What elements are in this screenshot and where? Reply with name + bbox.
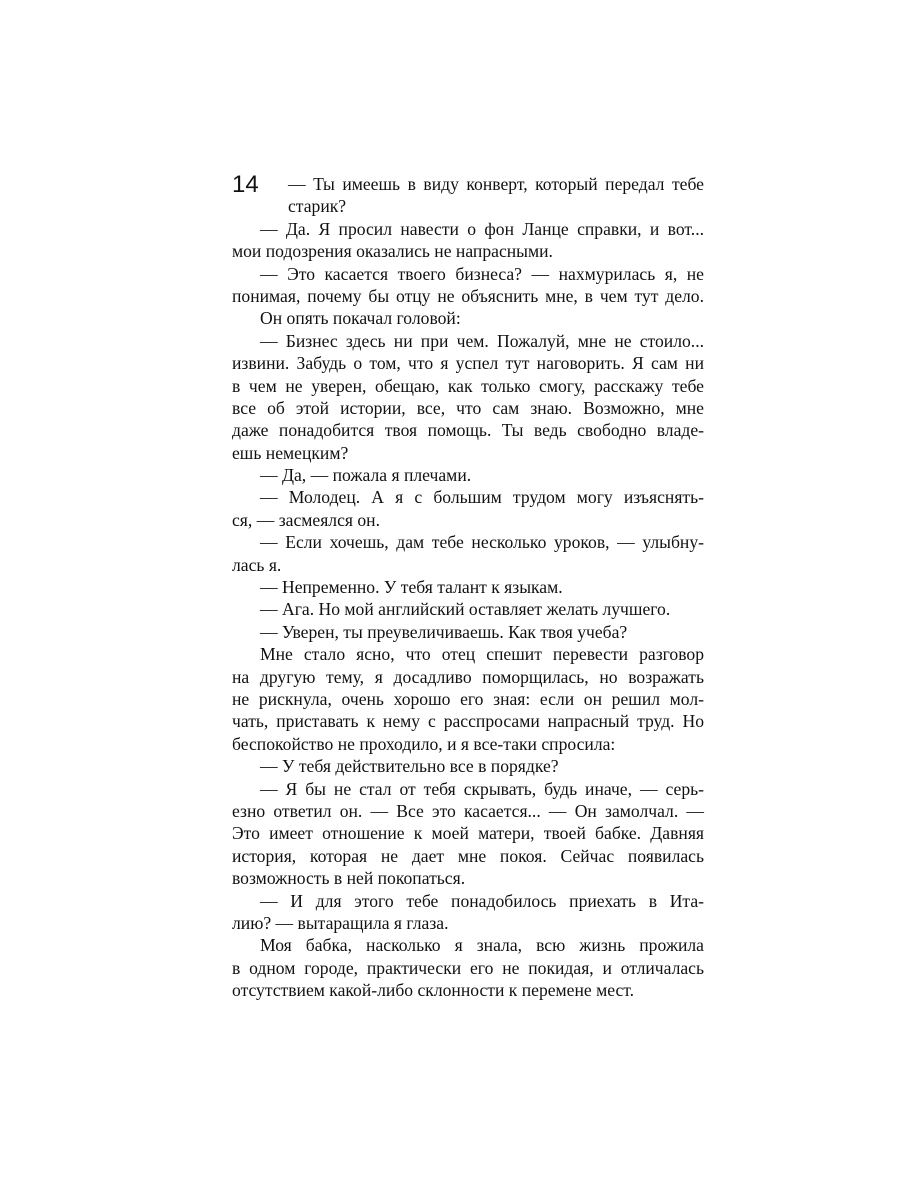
text-line: история, которая не дает мне покоя. Сейчас появилась (232, 845, 704, 866)
text-line: извини. Забудь о том, что я успел тут наговорить. Я сам ни (232, 353, 704, 374)
text-line: беспокойство не проходило, и я все-таки спросила: (232, 733, 616, 754)
text-line: — Я бы не стал от тебя скрывать, будь иначе, — серь- (260, 778, 704, 799)
text-line: отсутствием какой-либо склонности к перемене мест. (232, 980, 635, 1001)
text-line: лась я. (232, 554, 282, 575)
text-line: возможность в ней покопаться. (232, 868, 466, 889)
text-line: даже понадобится твоя помощь. Ты ведь свободно владе- (232, 420, 704, 441)
text-line: — Ты имеешь в виду конверт, который передал тебе (288, 174, 704, 194)
body-text (232, 173, 704, 1001)
text-line: — У тебя действительно все в порядке? (260, 756, 559, 777)
text-line: — Ага. Но мой английский оставляет желать лучшего. (260, 599, 671, 620)
text-line: Это имеет отношение к моей матери, твоей бабке. Давняя (232, 823, 704, 844)
text-line: — И для этого тебе понадобилось приехать в Ита- (260, 890, 704, 911)
text-line: — Да, — пожала я плечами. (260, 465, 472, 486)
text-line: не рискнула, очень хорошо его зная: если он решил мол- (232, 688, 704, 709)
text-line: лию? — вытаращила я глаза. (232, 912, 449, 933)
text-line: чать, приставать к нему с расспросами напрасный труд. Но (232, 711, 704, 732)
text-line: — Да. Я просил навести о фон Ланце справки, и вот... (260, 218, 704, 239)
text-line: на другую тему, я досадливо поморщилась, но возражать (232, 666, 704, 687)
text-line: Моя бабка, насколько я знала, всю жизнь прожила (260, 935, 704, 956)
text-line: — Если хочешь, дам тебе несколько уроков, — улыбну- (260, 532, 704, 553)
text-line: мои подозрения оказались не напрасными. (232, 241, 553, 262)
text-line: в одном городе, практически его не покидая, и отличалась (232, 957, 704, 978)
text-line: ся, — засмеялся он. (232, 509, 380, 530)
page-number: 14 (232, 171, 259, 198)
text-line: Мне стало ясно, что отец спешит перевести разговор (260, 644, 704, 665)
text-line: старик? (288, 196, 347, 217)
text-line: в чем не уверен, обещаю, как только смогу, расскажу тебе (232, 375, 704, 396)
text-line: — Бизнес здесь ни при чем. Пожалуй, мне не стоило... (260, 330, 704, 351)
text-line: Он опять покачал головой: (260, 308, 461, 329)
text-line: — Непременно. У тебя талант к языкам. (260, 577, 563, 598)
text-line: понимая, почему бы отцу не объяснить мне, в чем тут дело. (232, 285, 704, 306)
text-line: все об этой истории, все, что сам знаю. Возможно, мне (232, 397, 704, 418)
text-line: езно ответил он. — Все это касается... — Он замолчал. — (232, 800, 704, 821)
text-line: ешь немецким? (232, 442, 349, 463)
text-line: — Молодец. А я с большим трудом могу изъяснять- (260, 487, 704, 508)
text-line: — Это касается твоего бизнеса? — нахмурилась я, не (260, 263, 704, 284)
text-line: — Уверен, ты преувеличиваешь. Как твоя учеба? (260, 621, 628, 642)
